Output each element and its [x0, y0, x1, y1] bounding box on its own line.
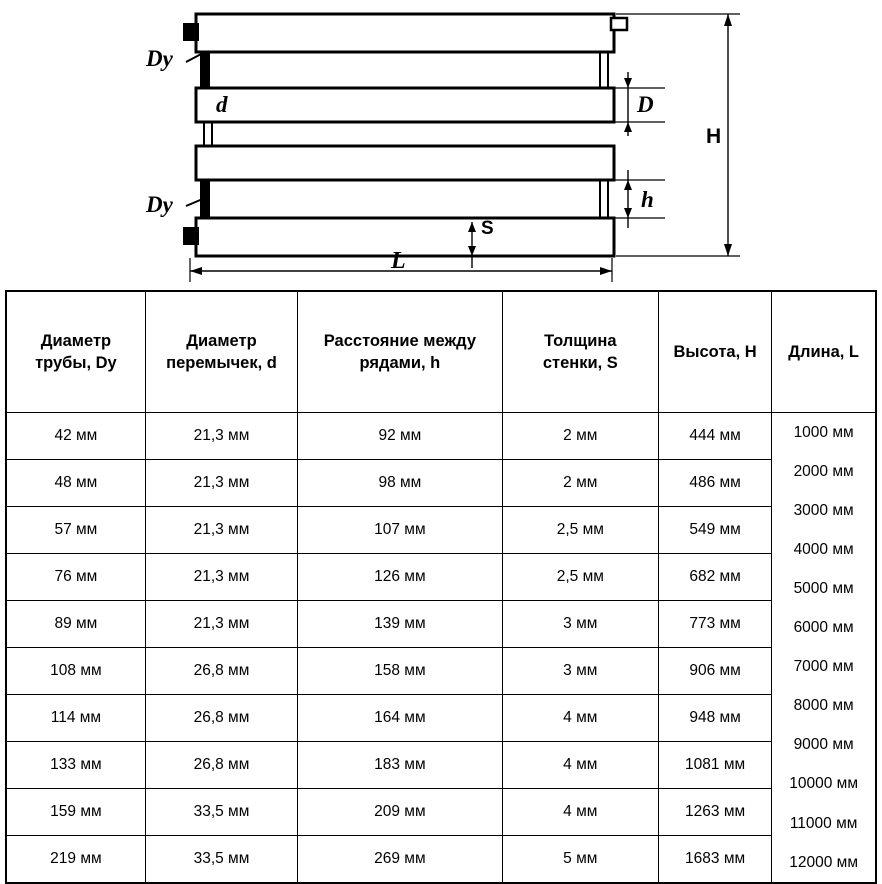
- cell-row-spacing: 164 мм: [298, 695, 502, 742]
- dimension-H: [616, 14, 740, 256]
- pipe-row-2: [196, 88, 614, 122]
- cell-wall-thickness: 3 мм: [502, 601, 658, 648]
- th-height: Высота, H: [658, 291, 771, 413]
- length-value: 2000 мм: [793, 462, 854, 480]
- th-pipe-diameter-l2: трубы, Dy: [35, 354, 117, 372]
- length-values: [772, 413, 875, 882]
- cell-row-spacing: 126 мм: [298, 554, 502, 601]
- cell-wall-thickness: 2,5 мм: [502, 507, 658, 554]
- table-row: [6, 601, 876, 648]
- th-wall-thickness-l1: Толщина: [544, 331, 617, 350]
- table-row: [6, 648, 876, 695]
- table-row: [6, 507, 876, 554]
- cell-wall-thickness: 2 мм: [502, 460, 658, 507]
- cell-jumper-diameter: 33,5 мм: [145, 836, 297, 884]
- th-jumper-diameter-l1: Диаметр: [186, 331, 257, 350]
- cell-length-list: [772, 413, 876, 884]
- cell-wall-thickness: 4 мм: [502, 742, 658, 789]
- length-value: 4000 мм: [793, 541, 854, 559]
- cell-height: 1263 мм: [658, 789, 771, 836]
- th-length: Длина, L: [772, 291, 876, 413]
- label-d-group: [216, 92, 228, 117]
- label-Dy-top: Dy: [146, 46, 173, 71]
- register-diagram-svg: [0, 0, 882, 290]
- th-row-spacing-l1: Расстояние между: [323, 331, 477, 350]
- pipe-row-3: [196, 146, 614, 180]
- length-value: 7000 мм: [793, 658, 854, 676]
- table-row: [6, 554, 876, 601]
- table-row: [6, 742, 876, 789]
- table-row: [6, 695, 876, 742]
- cell-height: 682 мм: [658, 554, 771, 601]
- th-wall-thickness: [502, 291, 658, 413]
- cell-pipe-diameter: 89 мм: [6, 601, 145, 648]
- pipe-row-1: [184, 14, 627, 52]
- cell-height: 1081 мм: [658, 742, 771, 789]
- cell-pipe-diameter: 108 мм: [6, 648, 145, 695]
- cell-jumper-diameter: 26,8 мм: [145, 742, 297, 789]
- cell-wall-thickness: 2,5 мм: [502, 554, 658, 601]
- label-Dy-bottom: Dy: [146, 192, 173, 217]
- cell-row-spacing: 209 мм: [298, 789, 502, 836]
- cell-height: 486 мм: [658, 460, 771, 507]
- th-row-spacing-l2: рядами, h: [359, 354, 441, 372]
- cell-pipe-diameter: 48 мм: [6, 460, 145, 507]
- length-value: 12000 мм: [789, 853, 858, 871]
- th-pipe-diameter: [6, 291, 145, 413]
- length-value: 10000 мм: [789, 775, 858, 793]
- label-d: d: [216, 92, 228, 117]
- th-wall-thickness-l2: стенки, S: [542, 354, 618, 372]
- cell-jumper-diameter: 21,3 мм: [145, 554, 297, 601]
- cell-row-spacing: 98 мм: [298, 460, 502, 507]
- th-pipe-diameter-l1: Диаметр: [40, 331, 112, 350]
- cell-height: 773 мм: [658, 601, 771, 648]
- length-value: 3000 мм: [793, 501, 854, 519]
- length-value: 11000 мм: [789, 814, 858, 832]
- length-value: 6000 мм: [793, 619, 854, 637]
- cell-pipe-diameter: 76 мм: [6, 554, 145, 601]
- cell-height: 549 мм: [658, 507, 771, 554]
- table-body: [6, 413, 876, 884]
- cell-wall-thickness: 4 мм: [502, 695, 658, 742]
- cell-height: 1683 мм: [658, 836, 771, 884]
- table-header: [6, 291, 876, 413]
- cell-row-spacing: 107 мм: [298, 507, 502, 554]
- cell-jumper-diameter: 21,3 мм: [145, 507, 297, 554]
- table-row: [6, 836, 876, 884]
- cell-row-spacing: 158 мм: [298, 648, 502, 695]
- cell-wall-thickness: 5 мм: [502, 836, 658, 884]
- th-row-spacing: [298, 291, 502, 413]
- table-row: [6, 789, 876, 836]
- cell-pipe-diameter: 219 мм: [6, 836, 145, 884]
- label-D: D: [637, 92, 654, 117]
- cell-pipe-diameter: 57 мм: [6, 507, 145, 554]
- label-S: S: [481, 218, 494, 239]
- table-row: [6, 460, 876, 507]
- specifications-table: [5, 290, 877, 884]
- cell-height: 948 мм: [658, 695, 771, 742]
- cell-wall-thickness: 2 мм: [502, 413, 658, 460]
- label-H: H: [706, 125, 722, 148]
- cell-pipe-diameter: 42 мм: [6, 413, 145, 460]
- cell-pipe-diameter: 133 мм: [6, 742, 145, 789]
- cell-row-spacing: 183 мм: [298, 742, 502, 789]
- cell-jumper-diameter: 26,8 мм: [145, 695, 297, 742]
- label-L: L: [391, 248, 406, 274]
- dimension-D: [613, 72, 665, 136]
- dimension-h: [613, 170, 665, 228]
- cell-jumper-diameter: 21,3 мм: [145, 413, 297, 460]
- cell-row-spacing: 139 мм: [298, 601, 502, 648]
- cell-row-spacing: 269 мм: [298, 836, 502, 884]
- cell-row-spacing: 92 мм: [298, 413, 502, 460]
- label-h: h: [641, 187, 654, 212]
- table-header-row: [6, 291, 876, 413]
- cell-jumper-diameter: 21,3 мм: [145, 460, 297, 507]
- leader-dy-bottom: [145, 192, 205, 217]
- cell-wall-thickness: 3 мм: [502, 648, 658, 695]
- register-diagram: [0, 0, 882, 290]
- th-jumper-diameter: [145, 291, 297, 413]
- jumper-connectors: [200, 52, 608, 218]
- length-value: 1000 мм: [793, 423, 854, 441]
- length-value: 9000 мм: [793, 736, 854, 754]
- th-jumper-diameter-l2: перемычек, d: [166, 354, 277, 372]
- cell-jumper-diameter: 21,3 мм: [145, 601, 297, 648]
- cell-pipe-diameter: 114 мм: [6, 695, 145, 742]
- cell-pipe-diameter: 159 мм: [6, 789, 145, 836]
- length-value: 8000 мм: [793, 697, 854, 715]
- cell-height: 444 мм: [658, 413, 771, 460]
- cell-height: 906 мм: [658, 648, 771, 695]
- table-row: [6, 413, 876, 460]
- cell-jumper-diameter: 26,8 мм: [145, 648, 297, 695]
- length-value: 5000 мм: [793, 580, 854, 598]
- cell-jumper-diameter: 33,5 мм: [145, 789, 297, 836]
- cell-wall-thickness: 4 мм: [502, 789, 658, 836]
